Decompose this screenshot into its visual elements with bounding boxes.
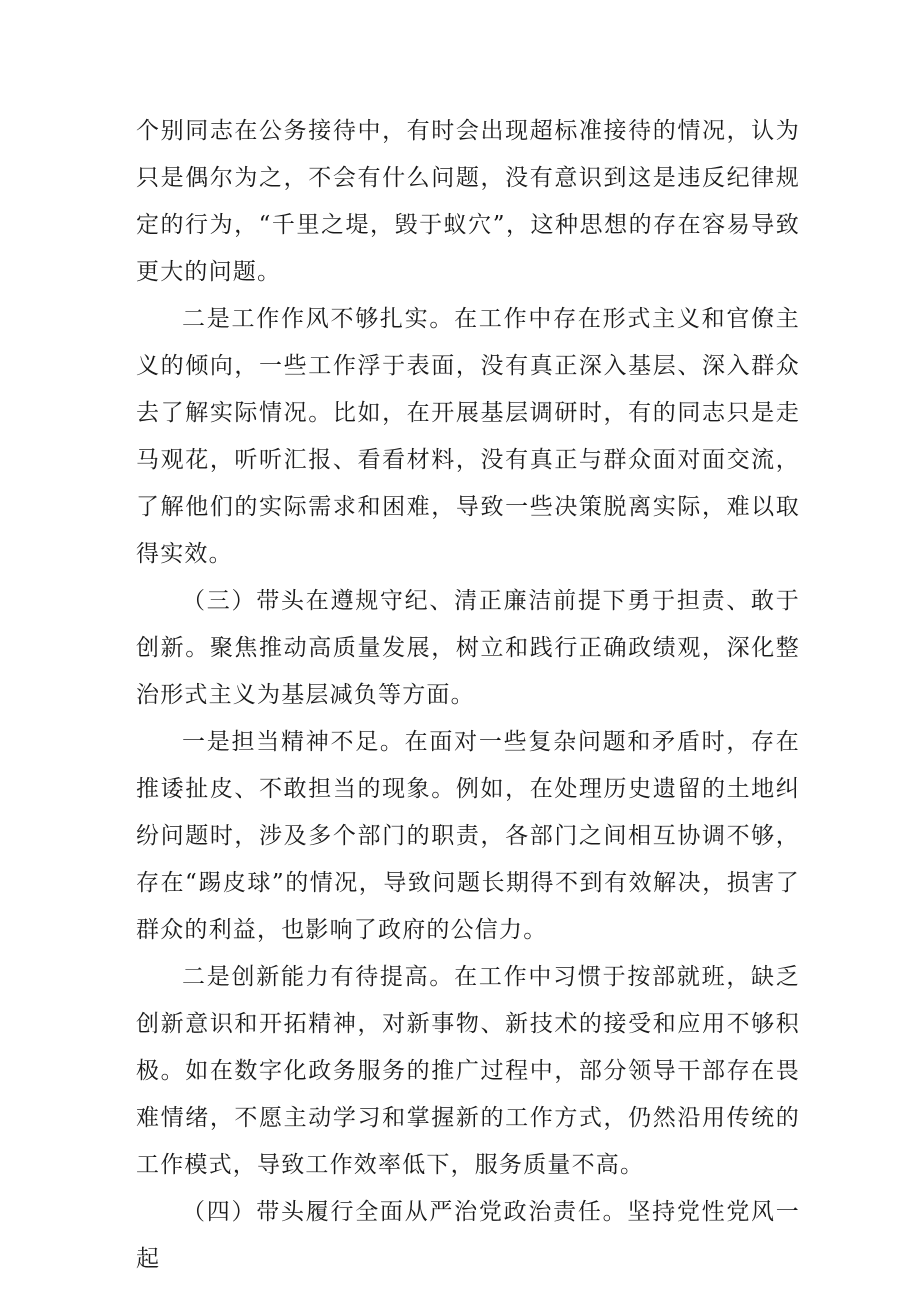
section-heading-3: （三）带头在遵规守纪、清正廉洁前提下勇于担责、敢于创新。聚焦推动高质量发展，树立和践行正确政绩观，深化整治形式主义为基层减负等方面。: [136, 588, 800, 708]
paragraph-4: 一是担当精神不足。在面对一些复杂问题和矛盾时，存在推诿扯皮、不敢担当的现象。例如，在处理历史遗留的土地纠纷问题时，涉及多个部门的职责，各部门之间相互协调不够，存在“踢皮球”的情况，导致问题长期得不到有效解决，损害了群众的利益，也影响了政府的公信力。: [136, 729, 800, 943]
paragraph-5: 二是创新能力有待提高。在工作中习惯于按部就班，缺乏创新意识和开拓精神，对新事物、新技术的接受和应用不够积极。如在数字化政务服务的推广过程中，部分领导干部存在畏难情绪，不愿主动学习和掌握新的工作方式，仍然沿用传统的工作模式，导致工作效率低下，服务质量不高。: [136, 964, 800, 1178]
section-heading-4: （四）带头履行全面从严治党政治责任。坚持党性党风一起: [136, 1199, 800, 1272]
document-body: [136, 108, 800, 1283]
paragraph-2: 二是工作作风不够扎实。在工作中存在形式主义和官僚主义的倾向，一些工作浮于表面，没有真正深入基层、深入群众去了解实际情况。比如，在开展基层调研时，有的同志只是走马观花，听听汇报、看看材料，没有真正与群众面对面交流，了解他们的实际需求和困难，导致一些决策脱离实际，难以取得实效。: [136, 306, 800, 567]
paragraph-1: 个别同志在公务接待中，有时会出现超标准接待的情况，认为只是偶尔为之，不会有什么问题，没有意识到这是违反纪律规定的行为，“千里之堤，毁于蚁穴”，这种思想的存在容易导致更大的问题。: [136, 118, 800, 285]
